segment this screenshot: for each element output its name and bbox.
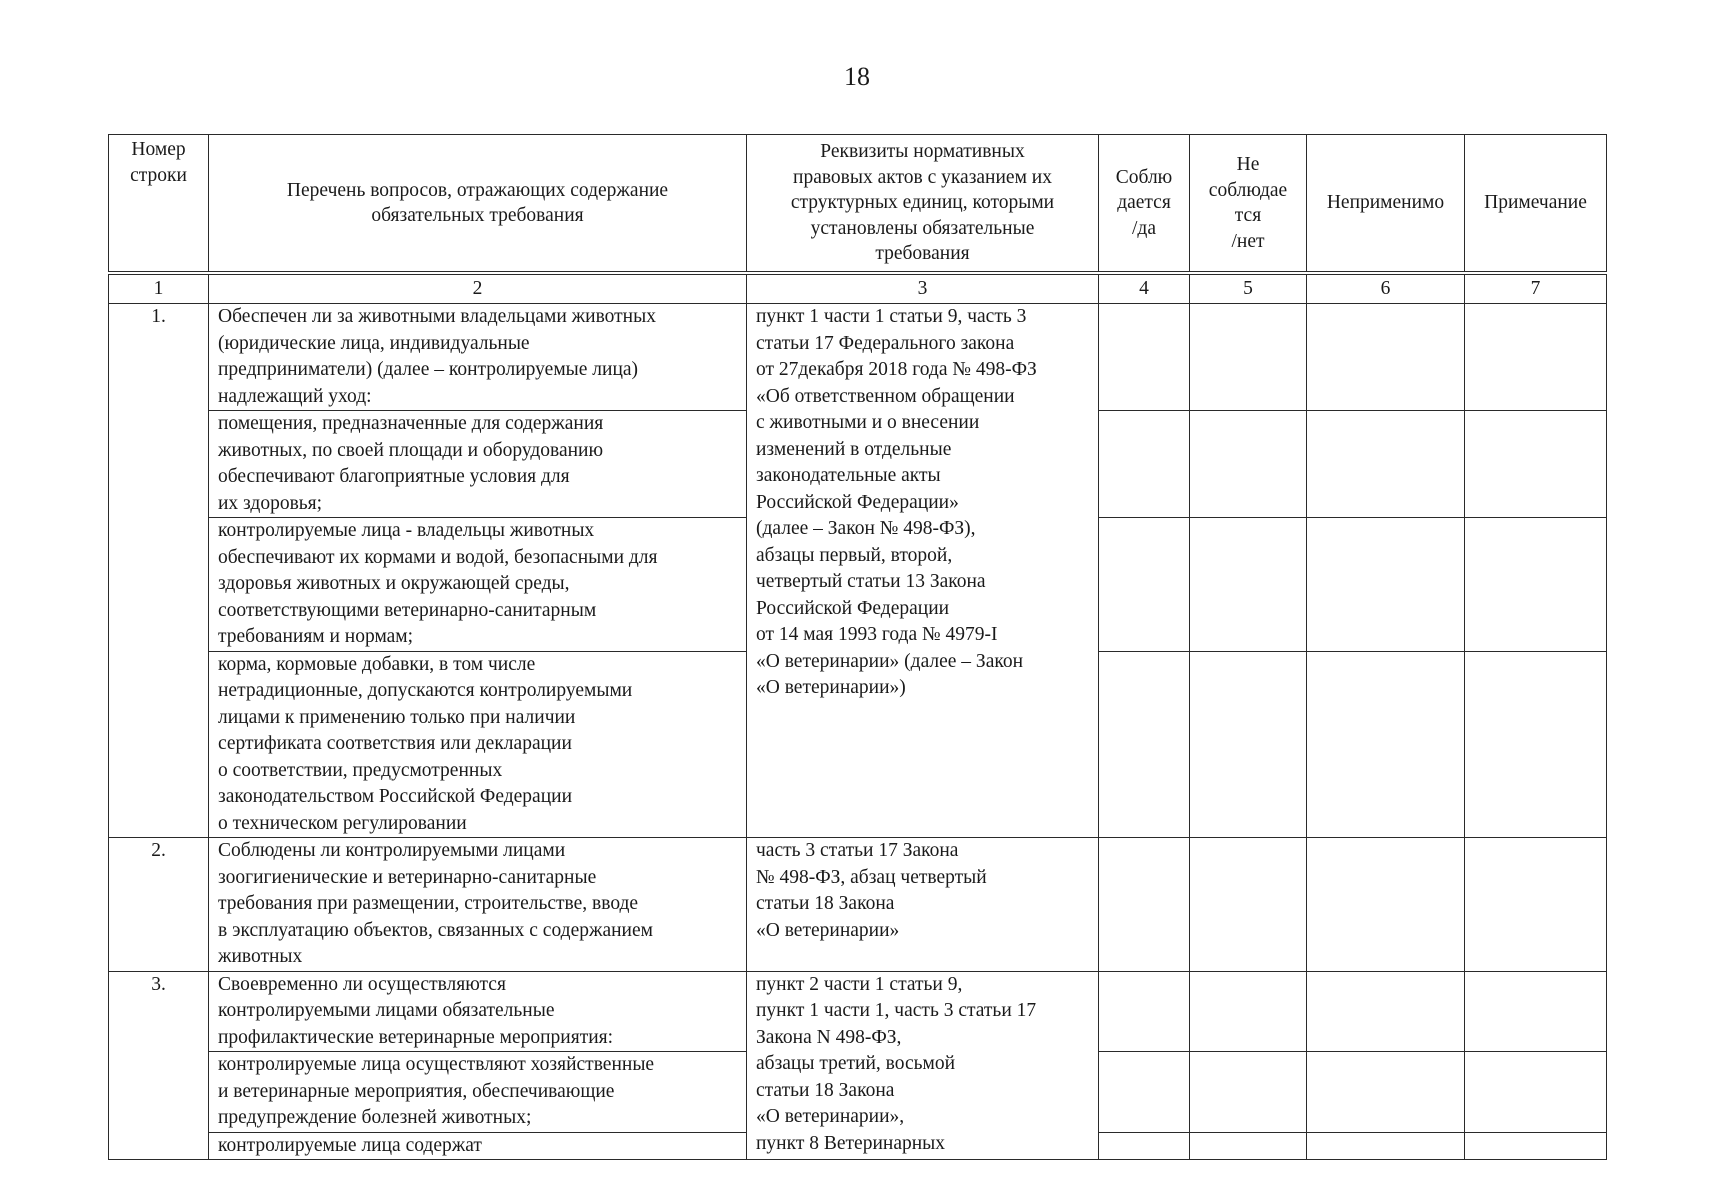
question-cell: корма, кормовые добавки, в том числе нетрадиционные, допускаются контролируемыми лицами к применению только при наличии сертификата соответствия или декларации о соответствии, предусмотренных законодательством Российской Федерации о техническом регулировании [209, 651, 747, 838]
not-applicable-cell[interactable] [1307, 1132, 1465, 1160]
question-cell: контролируемые лица содержат [209, 1132, 747, 1160]
column-number: 7 [1465, 273, 1607, 304]
column-number: 3 [747, 273, 1099, 304]
column-number: 1 [109, 273, 209, 304]
question-cell: контролируемые лица осуществляют хозяйственные и ветеринарные мероприятия, обеспечивающие предупреждение болезней животных; [209, 1052, 747, 1133]
table-row [109, 838, 1607, 972]
question-cell: Соблюдены ли контролируемыми лицами зоогигиенические и ветеринарно-санитарные требования при размещении, строительстве, вводе в эксплуатацию объектов, связанных с содержанием животных [209, 838, 747, 972]
column-header: Реквизиты нормативных правовых актов с указанием их структурных единиц, которыми установлены обязательные требования [747, 135, 1099, 274]
row-number: 3. [109, 971, 209, 1160]
note-cell[interactable] [1465, 1132, 1607, 1160]
complies-cell[interactable] [1099, 1052, 1190, 1133]
column-number: 2 [209, 273, 747, 304]
column-header: Номер строки [109, 135, 209, 274]
not-complies-cell[interactable] [1190, 518, 1307, 652]
not-applicable-cell[interactable] [1307, 971, 1465, 1052]
question-cell: помещения, предназначенные для содержания животных, по своей площади и оборудованию обеспечивают благоприятные условия для их здоровья; [209, 411, 747, 518]
note-cell[interactable] [1465, 971, 1607, 1052]
table-header-row [109, 135, 1607, 274]
column-number: 5 [1190, 273, 1307, 304]
not-complies-cell[interactable] [1190, 1052, 1307, 1133]
column-number: 6 [1307, 273, 1465, 304]
table-row [109, 971, 1607, 1052]
reference-cell: пункт 1 части 1 статьи 9, часть 3 статьи 17 Федерального закона от 27декабря 2018 года № 498-ФЗ «Об ответственном обращении с животными и о внесении изменений в отдельные законодательные акты Российской Федерации» (далее – Закон № 498-ФЗ), абзацы первый, второй, четвертый статьи 13 Закона Российской Федерации от 14 мая 1993 года № 4979-I «О ветеринарии» (далее – Закон «О ветеринарии») [747, 304, 1099, 838]
not-complies-cell[interactable] [1190, 971, 1307, 1052]
complies-cell[interactable] [1099, 651, 1190, 838]
note-cell[interactable] [1465, 651, 1607, 838]
column-header: Неприменимо [1307, 135, 1465, 274]
not-applicable-cell[interactable] [1307, 1052, 1465, 1133]
note-cell[interactable] [1465, 518, 1607, 652]
row-number: 2. [109, 838, 209, 972]
not-applicable-cell[interactable] [1307, 651, 1465, 838]
checklist-table [108, 134, 1607, 1160]
reference-cell: часть 3 статьи 17 Закона № 498-ФЗ, абзац четвертый статьи 18 Закона «О ветеринарии» [747, 838, 1099, 972]
complies-cell[interactable] [1099, 518, 1190, 652]
question-cell: Обеспечен ли за животными владельцами животных (юридические лица, индивидуальные предприниматели) (далее – контролируемые лица) надлежащий уход: [209, 304, 747, 411]
column-number: 4 [1099, 273, 1190, 304]
not-complies-cell[interactable] [1190, 838, 1307, 972]
note-cell[interactable] [1465, 304, 1607, 411]
reference-cell: пункт 2 части 1 статьи 9, пункт 1 части 1, часть 3 статьи 17 Закона N 498-ФЗ, абзацы третий, восьмой статьи 18 Закона «О ветеринарии», пункт 8 Ветеринарных [747, 971, 1099, 1160]
complies-cell[interactable] [1099, 411, 1190, 518]
note-cell[interactable] [1465, 411, 1607, 518]
note-cell[interactable] [1465, 838, 1607, 972]
not-applicable-cell[interactable] [1307, 304, 1465, 411]
question-cell: контролируемые лица - владельцы животных обеспечивают их кормами и водой, безопасными для здоровья животных и окружающей среды, соответствующими ветеринарно-санитарным требованиям и нормам; [209, 518, 747, 652]
not-complies-cell[interactable] [1190, 651, 1307, 838]
complies-cell[interactable] [1099, 304, 1190, 411]
not-applicable-cell[interactable] [1307, 838, 1465, 972]
not-complies-cell[interactable] [1190, 411, 1307, 518]
table-row [109, 304, 1607, 411]
not-complies-cell[interactable] [1190, 1132, 1307, 1160]
column-number-row [109, 273, 1607, 304]
column-header: Не соблюдае тся /нет [1190, 135, 1307, 274]
column-header: Перечень вопросов, отражающих содержание обязательных требования [209, 135, 747, 274]
not-applicable-cell[interactable] [1307, 518, 1465, 652]
not-complies-cell[interactable] [1190, 304, 1307, 411]
column-header: Соблю дается /да [1099, 135, 1190, 274]
row-number: 1. [109, 304, 209, 838]
not-applicable-cell[interactable] [1307, 411, 1465, 518]
complies-cell[interactable] [1099, 971, 1190, 1052]
question-cell: Своевременно ли осуществляются контролируемыми лицами обязательные профилактические ветеринарные мероприятия: [209, 971, 747, 1052]
page-number: 18 [844, 62, 870, 91]
note-cell[interactable] [1465, 1052, 1607, 1133]
complies-cell[interactable] [1099, 1132, 1190, 1160]
column-header: Примечание [1465, 135, 1607, 274]
complies-cell[interactable] [1099, 838, 1190, 972]
